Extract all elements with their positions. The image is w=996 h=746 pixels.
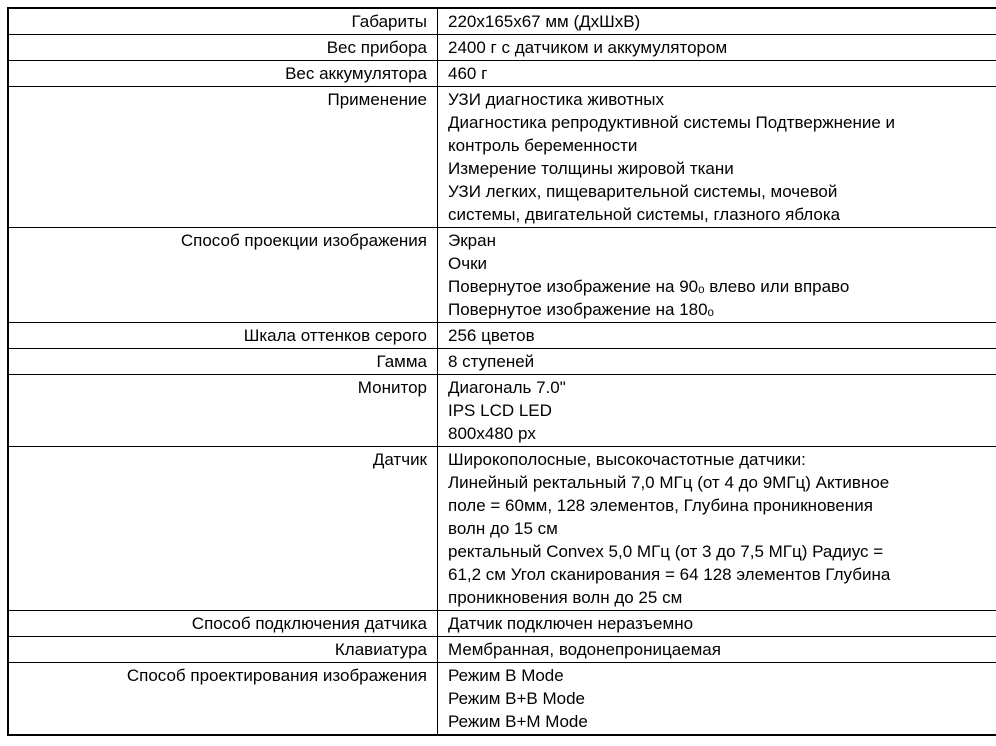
spec-value-line: Широкополосные, высокочастотные датчики: bbox=[448, 450, 806, 469]
spec-value-line: УЗИ легких, пищеварительной системы, мочевой bbox=[448, 182, 838, 201]
spec-value-line: Мембранная, водонепроницаемая bbox=[448, 640, 721, 659]
table-row bbox=[8, 447, 996, 611]
spec-value-cell bbox=[438, 637, 996, 663]
spec-label-cell: Вес прибора bbox=[8, 35, 438, 61]
spec-label-cell: Способ проекции изображения bbox=[8, 228, 438, 323]
spec-value-line: 256 цветов bbox=[448, 326, 535, 345]
table-row bbox=[8, 611, 996, 637]
spec-value-cell bbox=[438, 8, 996, 35]
spec-value-line: Режим B Mode bbox=[448, 666, 564, 685]
table-row bbox=[8, 375, 996, 447]
spec-value-cell bbox=[438, 61, 996, 87]
spec-value-line: IPS LCD LED bbox=[448, 401, 552, 420]
spec-value-line: Измерение толщины жировой ткани bbox=[448, 159, 734, 178]
spec-sheet bbox=[7, 7, 990, 736]
spec-value-line: проникновения волн до 25 см bbox=[448, 588, 683, 607]
spec-table bbox=[7, 7, 996, 736]
spec-value-cell bbox=[438, 87, 996, 228]
spec-value-line: 220x165x67 мм (ДхШхВ) bbox=[448, 12, 641, 31]
table-row bbox=[8, 61, 996, 87]
spec-value-cell bbox=[438, 35, 996, 61]
spec-value-cell bbox=[438, 323, 996, 349]
spec-value-cell bbox=[438, 375, 996, 447]
spec-label-cell: Гамма bbox=[8, 349, 438, 375]
spec-table-body bbox=[8, 8, 996, 735]
spec-value-line: Экран bbox=[448, 231, 496, 250]
spec-value-cell bbox=[438, 349, 996, 375]
spec-value-line: ректальный Convex 5,0 МГц (от 3 до 7,5 МГц) Радиус = bbox=[448, 542, 884, 561]
spec-value-cell bbox=[438, 611, 996, 637]
table-row bbox=[8, 228, 996, 323]
spec-value-line: 460 г bbox=[448, 64, 488, 83]
spec-value-line: 61,2 см Угол сканирования = 64 128 элементов Глубина bbox=[448, 565, 891, 584]
spec-value-line: Режим B+M Mode bbox=[448, 712, 588, 731]
spec-value-cell bbox=[438, 228, 996, 323]
spec-label-cell: Шкала оттенков серого bbox=[8, 323, 438, 349]
spec-label-cell: Монитор bbox=[8, 375, 438, 447]
table-row bbox=[8, 637, 996, 663]
spec-label-cell: Датчик bbox=[8, 447, 438, 611]
spec-label-cell: Вес аккумулятора bbox=[8, 61, 438, 87]
spec-value-line: волн до 15 см bbox=[448, 519, 558, 538]
spec-label-cell: Применение bbox=[8, 87, 438, 228]
spec-value-line: Повернутое изображение на 180ₒ bbox=[448, 300, 714, 319]
spec-value-line: 800x480 px bbox=[448, 424, 536, 443]
spec-value-line: Повернутое изображение на 90ₒ влево или вправо bbox=[448, 277, 850, 296]
spec-value-cell bbox=[438, 447, 996, 611]
spec-value-line: 8 ступеней bbox=[448, 352, 535, 371]
spec-label-cell: Способ подключения датчика bbox=[8, 611, 438, 637]
spec-value-line: системы, двигательной системы, глазного яблока bbox=[448, 205, 841, 224]
table-row bbox=[8, 663, 996, 736]
spec-value-line: Диагностика репродуктивной системы Подтвержнение и bbox=[448, 113, 896, 132]
table-row bbox=[8, 349, 996, 375]
spec-value-line: поле = 60мм, 128 элементов, Глубина проникновения bbox=[448, 496, 873, 515]
spec-value-line: Линейный ректальный 7,0 МГц (от 4 до 9МГц) Активное bbox=[448, 473, 890, 492]
spec-value-line: УЗИ диагностика животных bbox=[448, 90, 665, 109]
table-row bbox=[8, 8, 996, 35]
table-row bbox=[8, 35, 996, 61]
spec-value-cell bbox=[438, 663, 996, 736]
spec-value-line: Очки bbox=[448, 254, 488, 273]
spec-label-cell: Клавиатура bbox=[8, 637, 438, 663]
spec-label-cell: Способ проектирования изображения bbox=[8, 663, 438, 736]
spec-value-line: контроль беременности bbox=[448, 136, 638, 155]
spec-value-line: Режим B+B Mode bbox=[448, 689, 585, 708]
table-row bbox=[8, 87, 996, 228]
spec-value-line: Датчик подключен неразъемно bbox=[448, 614, 694, 633]
table-row bbox=[8, 323, 996, 349]
spec-value-line: Диагональ 7.0" bbox=[448, 378, 566, 397]
spec-value-line: 2400 г с датчиком и аккумулятором bbox=[448, 38, 728, 57]
spec-label-cell: Габариты bbox=[8, 8, 438, 35]
